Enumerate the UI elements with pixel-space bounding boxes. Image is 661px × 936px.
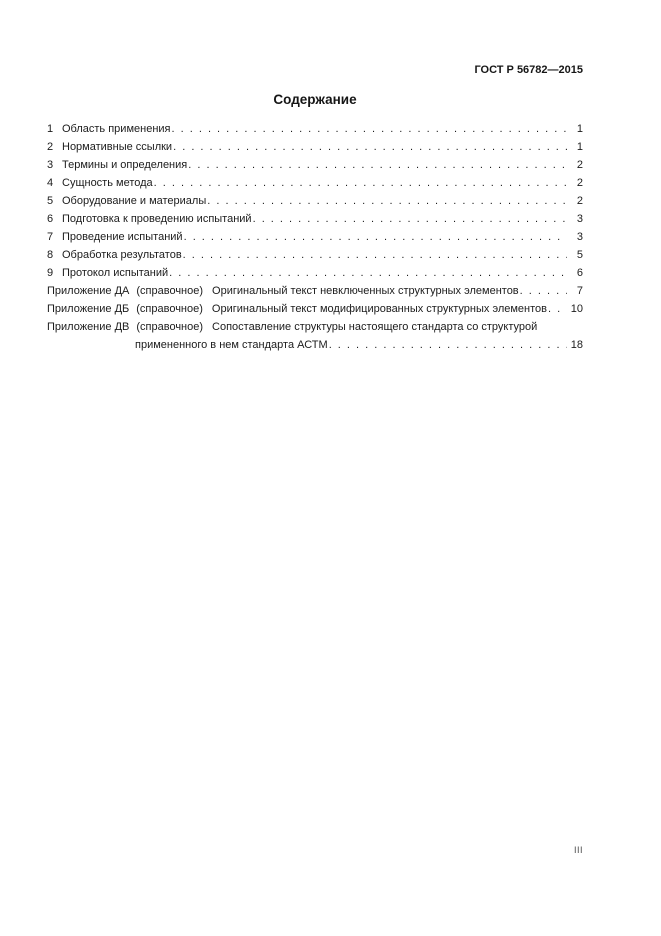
appendix-type: (справочное) bbox=[136, 321, 204, 333]
toc-entry-page: 3 bbox=[576, 231, 583, 243]
toc-entry-page: 2 bbox=[576, 159, 583, 171]
toc-entry-number: 9 bbox=[47, 267, 54, 279]
appendix-description: Оригинальный текст невключенных структурных элементов bbox=[212, 285, 519, 297]
toc-entry-page: 2 bbox=[576, 177, 583, 189]
toc-entry-title: Обработка результатов bbox=[62, 249, 182, 261]
toc-entry-number: 5 bbox=[47, 195, 54, 207]
toc-entry-page: 6 bbox=[576, 267, 583, 279]
document-number: ГОСТ Р 56782—2015 bbox=[474, 64, 583, 76]
toc-entry-title: Нормативные ссылки bbox=[62, 141, 173, 153]
toc-entry bbox=[47, 120, 583, 138]
toc-appendix-entry bbox=[47, 282, 583, 300]
appendix-label: Приложение ДБ bbox=[47, 303, 130, 315]
dot-leader bbox=[183, 246, 567, 264]
page-number: III bbox=[573, 845, 583, 855]
dot-leader bbox=[188, 156, 567, 174]
toc-entry-title: Сущность метода bbox=[62, 177, 153, 189]
toc-entry bbox=[47, 138, 583, 156]
dot-leader bbox=[184, 228, 567, 246]
toc-entry-page: 3 bbox=[576, 213, 583, 225]
toc-entry-title: Протокол испытаний bbox=[62, 267, 169, 279]
toc-entry-number: 4 bbox=[47, 177, 54, 189]
toc-entry-title: Оборудование и материалы bbox=[62, 195, 207, 207]
toc-entry-page: 1 bbox=[576, 141, 583, 153]
dot-leader bbox=[172, 120, 568, 138]
toc-entry-title: Проведение испытаний bbox=[62, 231, 183, 243]
appendix-type: (справочное) bbox=[136, 285, 204, 297]
toc-entry-page: 2 bbox=[576, 195, 583, 207]
toc-entry-number: 6 bbox=[47, 213, 54, 225]
toc-entry-page: 1 bbox=[576, 123, 583, 135]
dot-leader bbox=[207, 192, 567, 210]
toc-entry bbox=[47, 192, 583, 210]
toc-entry-number: 3 bbox=[47, 159, 54, 171]
appendix-description: Оригинальный текст модифицированных структурных элементов bbox=[211, 303, 547, 315]
toc-appendix-entry bbox=[47, 318, 583, 336]
toc-entry bbox=[47, 210, 583, 228]
toc-entry-number: 2 bbox=[47, 141, 54, 153]
toc-appendix-entry bbox=[47, 300, 583, 318]
appendix-description-line2: примененного в нем стандарта АСТМ bbox=[135, 339, 328, 351]
dot-leader bbox=[169, 264, 567, 282]
toc-entry-title: Область применения bbox=[62, 123, 171, 135]
toc-entry bbox=[47, 228, 583, 246]
toc-entry bbox=[47, 174, 583, 192]
dot-leader bbox=[329, 336, 567, 354]
appendix-type: (справочное) bbox=[136, 303, 203, 315]
appendix-label: Приложение ДА bbox=[47, 285, 130, 297]
appendix-description: Сопоставление структуры настоящего стандарта со структурой bbox=[212, 321, 538, 333]
dot-leader bbox=[253, 210, 567, 228]
toc-entry-number: 8 bbox=[47, 249, 54, 261]
toc-entry-number: 1 bbox=[47, 123, 54, 135]
toc-appendix-entry-continuation bbox=[47, 336, 583, 354]
toc-entry-page: 7 bbox=[576, 285, 583, 297]
dot-leader bbox=[548, 300, 567, 318]
toc-entry bbox=[47, 264, 583, 282]
toc-entry-number: 7 bbox=[47, 231, 54, 243]
toc-entry-page: 18 bbox=[570, 339, 583, 351]
toc-entry-page: 10 bbox=[570, 303, 583, 315]
page-title: Содержание bbox=[273, 92, 357, 107]
table-of-contents bbox=[47, 120, 583, 354]
toc-entry-title: Подготовка к проведению испытаний bbox=[62, 213, 252, 225]
toc-entry bbox=[47, 246, 583, 264]
dot-leader bbox=[520, 282, 567, 300]
appendix-label: Приложение ДВ bbox=[47, 321, 130, 333]
toc-entry-title: Термины и определения bbox=[62, 159, 188, 171]
dot-leader bbox=[154, 174, 567, 192]
toc-entry bbox=[47, 156, 583, 174]
toc-entry-page: 5 bbox=[576, 249, 583, 261]
dot-leader bbox=[173, 138, 567, 156]
